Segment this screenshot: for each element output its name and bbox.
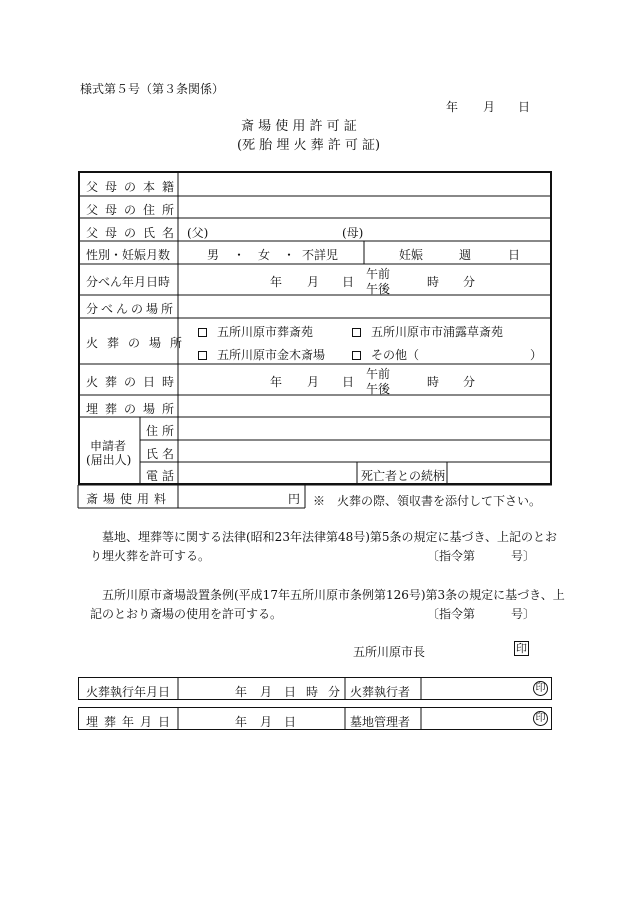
label-weeks: 週 [459, 248, 472, 262]
para1-line1: 墓地、埋葬等に関する法律(昭和23年法律第48号)第5条の規定に基づき、上記のとお [102, 530, 558, 544]
checkbox-icon[interactable] [198, 328, 207, 337]
label-parents-address: 父母の住所 [86, 203, 182, 217]
label-delivery-datetime: 分べん年月日時 [86, 275, 171, 289]
para2-line1: 五所川原市斎場設置条例(平成17年五所川原市条例第126号)第3条の規定に基づき、上 [102, 588, 565, 602]
delivery-day: 日 [342, 275, 355, 289]
document-subtitle: (死 胎 埋 火 葬 許 可 証) [237, 138, 381, 153]
para1-ref: 〔指令第 号〕 [427, 549, 536, 563]
label-cemetery-manager: 墓地管理者 [350, 715, 411, 729]
burial-day: 日 [284, 715, 297, 729]
label-burial-place: 埋葬の場所 [86, 402, 182, 416]
label-pregnancy: 妊娠 [399, 248, 424, 262]
place-option-3[interactable]: 五所川原市金木斎場 [198, 346, 325, 363]
sex-option-unknown: 不詳児 [302, 248, 339, 262]
cremation-pm: 午後 [366, 382, 391, 396]
label-phone: 電話 [146, 469, 179, 483]
delivery-hour: 時 [427, 275, 440, 289]
label-delivery-place: 分べんの場所 [86, 302, 177, 316]
label-name: 氏名 [146, 447, 179, 461]
cremation-hour: 時 [427, 375, 440, 389]
manager-seal-icon: 印 [533, 711, 548, 726]
label-mother: (母) [342, 226, 364, 240]
document-title: 斎 場 使 用 許 可 証 [241, 119, 357, 134]
burial-year: 年 [235, 715, 248, 729]
checkbox-icon[interactable] [352, 328, 361, 337]
place-option-2[interactable]: 五所川原市市浦露草斎苑 [352, 323, 503, 340]
delivery-pm: 午後 [366, 282, 391, 296]
date-month-label: 月 [483, 100, 496, 114]
label-cremation-exec-date: 火葬執行年月日 [86, 685, 171, 699]
exec-day: 日 [284, 685, 297, 699]
cremation-day: 日 [342, 375, 355, 389]
executor-seal-icon: 印 [533, 681, 548, 696]
form-number: 様式第５号（第３条関係） [80, 82, 225, 96]
label-cremation-place: 火葬の場所 [86, 336, 192, 350]
exec-month: 月 [260, 685, 273, 699]
para1-line2: り埋火葬を許可する。 [90, 549, 211, 563]
place-other-close: ） [530, 348, 543, 362]
mayor-title: 五所川原市長 [353, 645, 426, 659]
mayor-seal-icon: 印 [516, 642, 527, 655]
fee-yen: 円 [288, 492, 301, 506]
label-parents-name: 父母の氏名 [86, 226, 182, 240]
place-option-1[interactable]: 五所川原市葬斎苑 [198, 323, 313, 340]
exec-minute: 分 [328, 685, 341, 699]
cremation-year: 年 [270, 375, 283, 389]
fee-note: ※ 火葬の際、領収書を添付して下さい。 [313, 494, 542, 508]
exec-year: 年 [235, 685, 248, 699]
cremation-am: 午前 [366, 367, 391, 381]
cremation-minute: 分 [463, 375, 476, 389]
exec-hour: 時 [306, 685, 319, 699]
delivery-minute: 分 [463, 275, 476, 289]
label-applicant: 申請者 [90, 439, 127, 453]
para2-ref: 〔指令第 号〕 [427, 607, 536, 621]
date-day-label: 日 [518, 100, 531, 114]
label-parents-domicile: 父母の本籍 [86, 180, 182, 194]
checkbox-icon[interactable] [352, 351, 361, 360]
sex-option-male: 男 [207, 248, 220, 262]
sex-sep-1: ・ [233, 248, 246, 262]
label-sex-pregnancy: 性別・妊娠月数 [86, 248, 171, 262]
sex-option-female: 女 [258, 248, 271, 262]
label-cremation-executor: 火葬執行者 [350, 685, 411, 699]
burial-month: 月 [260, 715, 273, 729]
delivery-am: 午前 [366, 267, 391, 281]
sex-sep-2: ・ [283, 248, 296, 262]
label-fee: 斎場使用料 [86, 492, 172, 506]
label-burial-date: 埋葬年月日 [86, 715, 177, 729]
para2-line2: 記のとおり斎場の使用を許可する。 [90, 607, 283, 621]
label-father: (父) [187, 226, 209, 240]
label-cremation-datetime: 火葬の日時 [86, 375, 182, 389]
label-relation: 死亡者との続柄 [361, 469, 446, 483]
checkbox-icon[interactable] [198, 351, 207, 360]
place-option-4[interactable]: その他（ [352, 346, 419, 363]
label-address: 住所 [146, 424, 179, 438]
delivery-year: 年 [270, 275, 283, 289]
label-applicant-sub: (届出人) [86, 453, 132, 467]
date-year-label: 年 [446, 100, 459, 114]
cremation-month: 月 [307, 375, 320, 389]
delivery-month: 月 [307, 275, 320, 289]
label-days: 日 [508, 248, 521, 262]
